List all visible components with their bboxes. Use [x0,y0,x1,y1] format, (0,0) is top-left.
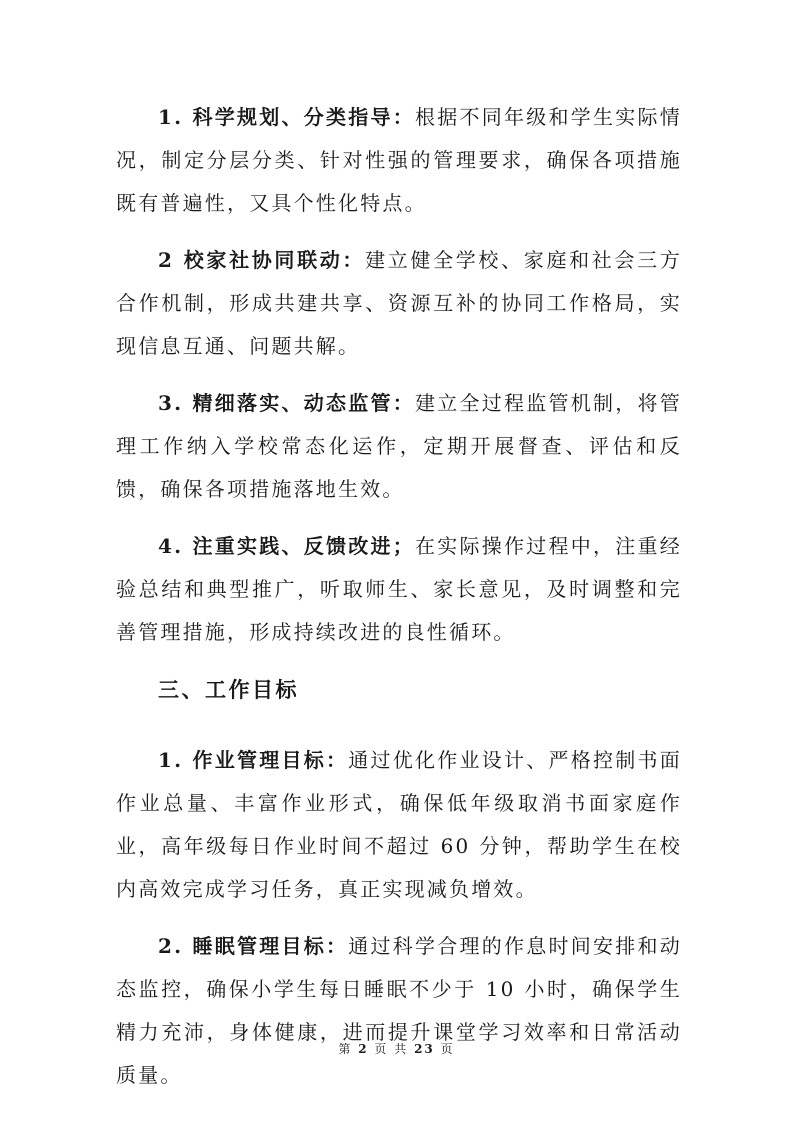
principle-lead-3: 3. 精细落实、动态监管： [158,391,416,415]
goal-text-1: 通过优化作业设计、严格控制书面作业总量、丰富作业形式，确保低年级取消书面家庭作业，高年级每日作业时间不超过 60 分钟，帮助学生在校内高效完成学习任务，真正实现减负增效。 [116,748,683,901]
footer-prefix: 第 [338,1042,353,1056]
page-footer [0,1040,793,1057]
goal-lead-2: 2. 睡眠管理目标： [158,934,349,958]
principle-paragraph-3 [116,382,682,511]
principle-text-2: 建立健全学校、家庭和社会三方合作机制，形成共建共享、资源互补的协同工作格局，实现信息互通、问题共解。 [116,248,682,358]
principle-text-4: 在实际操作过程中，注重经验总结和典型推广，听取师生、家长意见，及时调整和完善管理措施，形成持续改进的良性循环。 [116,534,682,644]
principle-text-3: 建立全过程监管机制，将管理工作纳入学校常态化运作，定期开展督查、评估和反馈，确保各项措施落地生效。 [116,391,682,501]
principle-paragraph-1 [116,96,682,225]
principle-paragraph-2 [116,239,682,368]
principle-lead-4: 4. 注重实践、反馈改进； [158,534,415,558]
footer-suffix: 页 [440,1042,455,1056]
goal-lead-1: 1. 作业管理目标： [158,748,349,772]
principle-lead-2: 2 校家社协同联动： [158,248,366,272]
footer-middle: 页 共 [374,1042,409,1056]
principle-paragraph-4 [116,525,682,654]
principle-lead-1: 1. 科学规划、分类指导： [158,105,416,129]
goal-text-2: 通过科学合理的作息时间安排和动态监控，确保小学生每日睡眠不少于 10 小时，确保学生精力充沛，身体健康，进而提升课堂学习效率和日常活动质量。 [116,934,683,1087]
page-body [116,96,682,1111]
principle-text-1: 根据不同年级和学生实际情况，制定分层分类、针对性强的管理要求，确保各项措施既有普遍性，又具个性化特点。 [116,105,682,215]
section-heading-work-goals: 三、工作目标 [158,677,299,702]
footer-total-pages: 23 [414,1042,435,1056]
goal-paragraph-1 [116,739,682,911]
footer-page-number: 2 [358,1042,369,1056]
goal-paragraph-2 [116,925,682,1097]
